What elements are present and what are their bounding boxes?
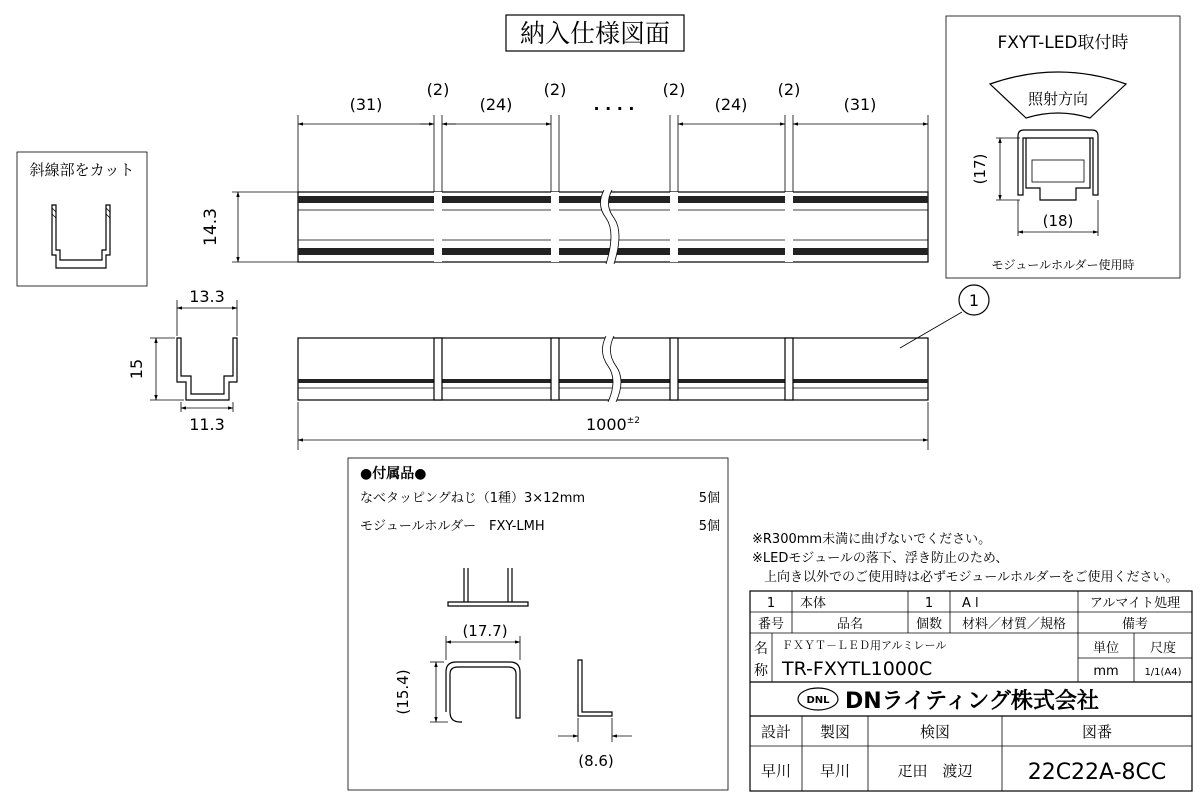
header-qty: 個数 (915, 617, 943, 632)
dim-profile-bottom: 11.3 (189, 415, 225, 434)
note-3: 上向き以外でのご使用時は必ずモジュールホルダーをご使用ください。 (764, 570, 1179, 585)
product-subtitle: ＦＸＹＴ－ＬＥＤ用アルミレール (782, 639, 947, 652)
rail-top-view (201, 190, 928, 264)
light-direction-label: 照射方向 (1027, 90, 1089, 108)
dim-2-b: (2) (543, 80, 567, 99)
company-name: DNライティング株式会社 (845, 689, 1099, 714)
dim-2-d: (2) (777, 80, 801, 99)
notes (752, 531, 1178, 585)
unit-label: 単位 (1092, 641, 1120, 656)
rail-side-view (298, 285, 989, 450)
name-label-2: 称 (754, 663, 768, 679)
parts-name: 本体 (800, 596, 827, 611)
dim-2-c: (2) (662, 80, 686, 99)
accessory-2-qty: 5個 (698, 519, 720, 534)
drawing-no-header: 図番 (1081, 723, 1113, 741)
holder-height-dim: (15.4) (394, 669, 412, 715)
name-label-1: 名 (754, 641, 768, 657)
dim-2-a: (2) (426, 80, 450, 99)
product-model: TR-FXYTL1000C (782, 658, 933, 680)
scale-label: 尺度 (1149, 641, 1177, 656)
cut-label: 斜線部をカット (29, 161, 135, 179)
rail-in-holder (1026, 138, 1090, 200)
dim-height-top: 14.3 (201, 208, 221, 246)
parts-no: 1 (766, 596, 776, 611)
dim-31-left: (31) (349, 95, 383, 114)
holder-foot-dim: (8.6) (578, 752, 614, 770)
header-no: 番号 (757, 617, 785, 632)
mount-caption: モジュールホルダー使用時 (991, 258, 1135, 272)
holder-clip-shape (1018, 130, 1098, 195)
mount-width-dim: (18) (1042, 212, 1074, 230)
header-remark: 備考 (1121, 617, 1149, 632)
dim-31-right: (31) (843, 95, 877, 114)
dim-profile-top: 13.3 (189, 287, 225, 306)
holder-width-dim: (17.7) (462, 622, 508, 640)
profile-shape (177, 338, 237, 400)
cut-detail-box (17, 152, 147, 286)
dim-profile-height: 15 (127, 358, 146, 380)
parts-material: A l (962, 596, 979, 611)
cut-profile-shape (52, 205, 110, 268)
mount-title: FXYT-LED取付時 (997, 33, 1129, 53)
note-2: ※LEDモジュールの落下、浮き防止のため、 (752, 551, 1009, 566)
dim-24-left: (24) (479, 95, 513, 114)
holder-top-view (448, 568, 528, 606)
scale-value: 1/1(A4) (1144, 667, 1182, 678)
accessory-2-name: モジュールホルダー FXY-LMH (360, 519, 545, 534)
parts-remark: アルマイト処理 (1089, 596, 1181, 611)
signoff-draft-header: 製図 (819, 723, 851, 741)
drawing-no-value: 22C22A-8CC (1027, 760, 1167, 785)
company-logo-text: DNL (806, 695, 830, 706)
accessories-heading: ●付属品● (360, 466, 427, 482)
drawing-title: 納入仕様図面 (519, 19, 671, 48)
accessories-box (348, 458, 728, 790)
title-block-table (750, 591, 1192, 791)
note-1: ※R300mm未満に曲げないでください。 (752, 532, 992, 547)
profile-section (127, 287, 237, 434)
accessory-1-name: なべタッピングねじ（1種）3×12mm (360, 491, 586, 506)
signoff-check-header: 検図 (919, 723, 951, 741)
signoff-draft-value: 早川 (819, 762, 851, 780)
signoff-check-value: 疋田 渡辺 (897, 762, 973, 780)
signoff-design-header: 設計 (760, 723, 792, 741)
length-value: 1000 (586, 415, 627, 434)
header-material: 材料／材質／規格 (961, 617, 1067, 632)
holder-front-view (446, 662, 520, 722)
unit-value: mm (1093, 664, 1119, 679)
balloon-number: 1 (968, 291, 980, 310)
accessory-1-qty: 5個 (698, 491, 720, 506)
parts-qty: 1 (924, 596, 934, 611)
dim-ellipsis: . . . . (593, 95, 635, 114)
mount-height-dim: (17) (971, 153, 989, 185)
dim-length (586, 415, 640, 434)
length-tolerance: ±2 (626, 416, 640, 426)
dim-24-right: (24) (714, 95, 748, 114)
header-name: 品名 (836, 617, 864, 632)
signoff-design-value: 早川 (760, 762, 792, 780)
holder-side-view (578, 660, 612, 716)
title-block (506, 15, 684, 51)
top-dimension-row (298, 80, 928, 192)
mount-detail-box (946, 16, 1180, 278)
